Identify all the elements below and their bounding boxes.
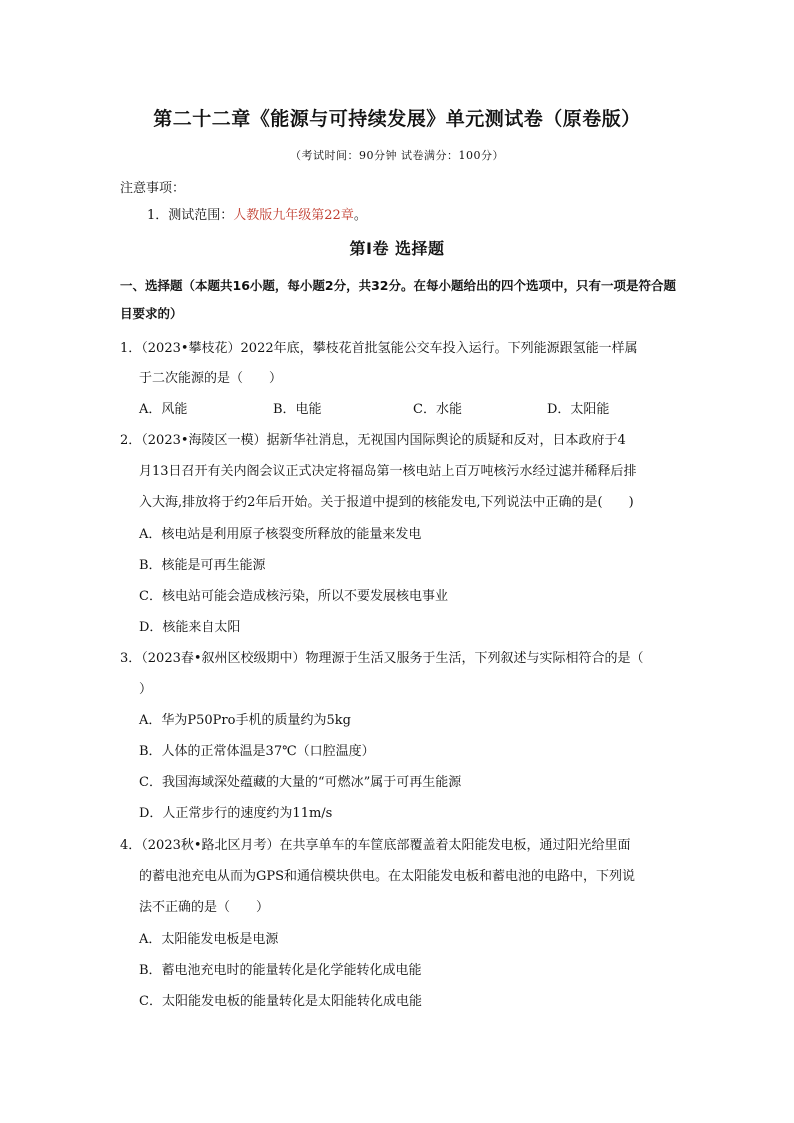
question-2-option-b[interactable]: B．核能是可再生能源 (139, 558, 266, 573)
test-scope (147, 204, 367, 223)
question-3-option-a[interactable]: A．华为P50Pro手机的质量约为5kg (139, 713, 351, 728)
question-3-stem-line-2: ） (139, 682, 153, 697)
question-1-option-c[interactable]: C．水能 (413, 402, 462, 417)
question-2-stem-line-1: 2．（2023•海陵区一模）据新华社消息，无视国内国际舆论的质疑和反对，日本政府于4 (120, 433, 626, 448)
question-2-option-d[interactable]: D．核能来自太阳 (139, 620, 241, 635)
question-2-stem-line-2: 月13日召开有关内阁会议正式决定将福岛第一核电站上百万吨核污水经过滤并稀释后排 (139, 464, 637, 479)
question-1-option-b[interactable]: B．电能 (273, 402, 322, 417)
scope-prefix: 1．测试范围： (147, 208, 234, 223)
question-3-option-b[interactable]: B．人体的正常体温是37℃（口腔温度） (139, 744, 375, 759)
question-1-stem-line-2: 于二次能源的是（ ） (139, 371, 283, 386)
part-heading: 第Ⅰ卷 选择题 (349, 239, 445, 258)
question-1-options (139, 398, 609, 417)
question-4-option-c[interactable]: C．太阳能发电板的能量转化是太阳能转化成电能 (139, 994, 422, 1009)
exam-info: （考试时间：90分钟 试卷满分：100分） (290, 149, 504, 162)
question-3-option-c[interactable]: C．我国海域深处蕴藏的大量的“可燃冰”属于可再生能源 (139, 775, 462, 790)
question-1-stem-line-1: 1．（2023•攀枝花）2022年底，攀枝花首批氢能公交车投入运行。下列能源跟氢能一样属 (120, 341, 638, 356)
scope-highlight: 人教版九年级第22章 (233, 208, 354, 223)
question-2-stem-line-3: 入大海,排放将于约2年后开始。关于报道中提到的核能发电,下列说法中正确的是( ) (139, 495, 634, 510)
notes-label: 注意事项： (120, 181, 186, 196)
section-heading: 一、选择题（本题共16小题，每小题2分，共32分。在每小题给出的四个选项中，只有一项是符合题目要求的） (120, 278, 676, 321)
document-title: 第二十二章《能源与可持续发展》单元测试卷（原卷版） (153, 108, 641, 130)
question-4-stem-line-2: 的蓄电池充电从而为GPS和通信模块供电。在太阳能发电板和蓄电池的电路中，下列说 (139, 869, 636, 884)
scope-suffix: 。 (353, 208, 367, 223)
question-1-option-a[interactable]: A．风能 (139, 402, 188, 417)
question-4-option-a[interactable]: A．太阳能发电板是电源 (139, 932, 279, 947)
question-4-stem-line-1: 4．（2023秋•路北区月考）在共享单车的车筐底部覆盖着太阳能发电板，通过阳光给里面 (120, 838, 631, 853)
question-2-option-a[interactable]: A．核电站是利用原子核裂变所释放的能量来发电 (139, 527, 422, 542)
question-4-option-b[interactable]: B．蓄电池充电时的能量转化是化学能转化成电能 (139, 963, 422, 978)
question-4-stem-line-3: 法不正确的是（ ） (139, 900, 270, 915)
question-3-stem-line-1: 3．（2023春•叙州区校级期中）物理源于生活又服务于生活，下列叙述与实际相符合的是（ (120, 651, 644, 666)
question-2-option-c[interactable]: C．核电站可能会造成核污染，所以不要发展核电事业 (139, 589, 448, 604)
question-3-option-d[interactable]: D．人正常步行的速度约为11m/s (139, 806, 333, 821)
question-1-option-d[interactable]: D．太阳能 (547, 402, 610, 417)
